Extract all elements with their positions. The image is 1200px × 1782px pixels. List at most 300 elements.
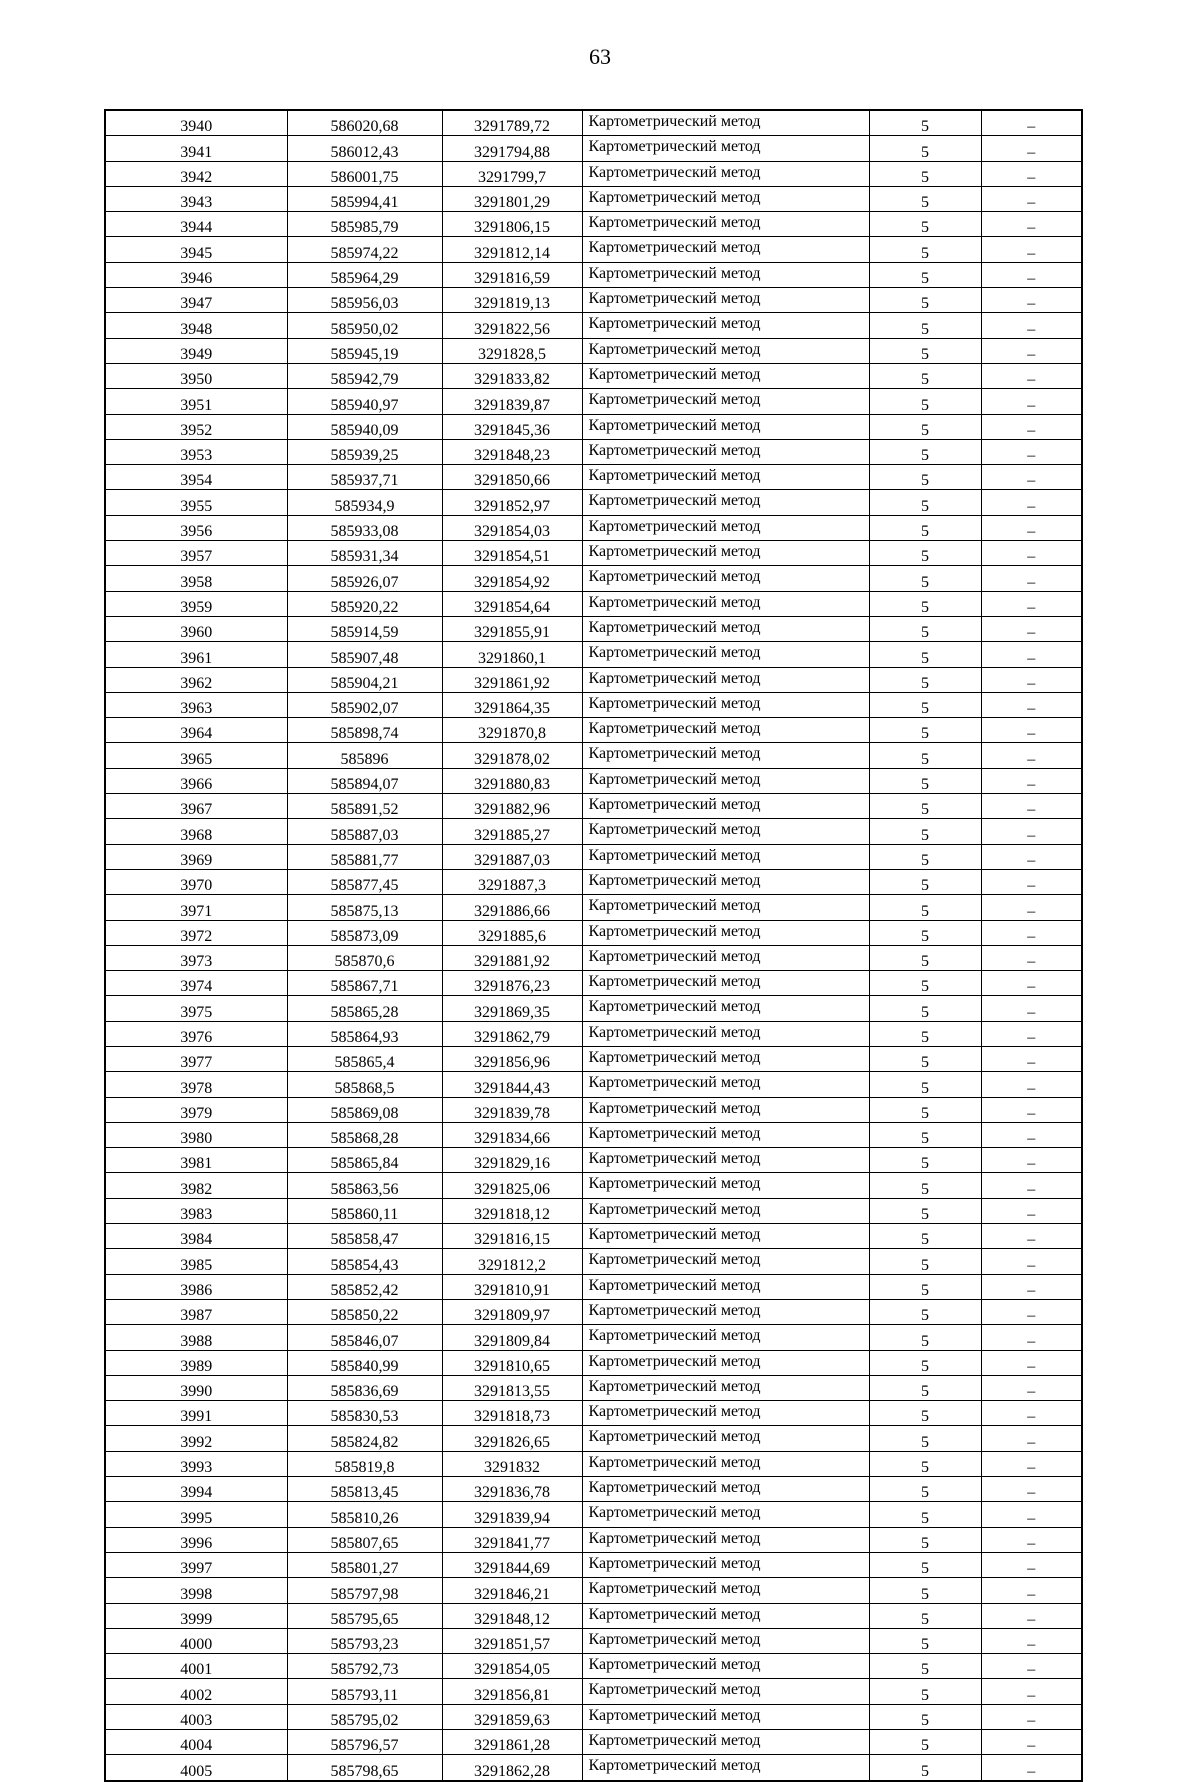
point-number-cell: 3941 [105, 136, 287, 161]
method-cell: Картометрический метод [582, 616, 869, 641]
y-coordinate-cell: 3291861,28 [442, 1730, 582, 1755]
point-number-cell: 3977 [105, 1046, 287, 1071]
table-row [105, 237, 1082, 262]
y-coordinate-cell: 3291860,1 [442, 642, 582, 667]
accuracy-cell: 5 [869, 1679, 981, 1704]
y-coordinate-cell: 3291852,97 [442, 490, 582, 515]
x-coordinate-cell: 585850,22 [287, 1299, 442, 1324]
accuracy-cell: 5 [869, 338, 981, 363]
y-coordinate-cell: 3291869,35 [442, 996, 582, 1021]
y-coordinate-cell: 3291834,66 [442, 1122, 582, 1147]
note-cell: – [981, 1552, 1082, 1577]
y-coordinate-cell: 3291862,79 [442, 1021, 582, 1046]
coordinates-table-body [105, 110, 1082, 1781]
note-cell: – [981, 1578, 1082, 1603]
point-number-cell: 3970 [105, 869, 287, 894]
method-cell: Картометрический метод [582, 363, 869, 388]
y-coordinate-cell: 3291844,43 [442, 1072, 582, 1097]
x-coordinate-cell: 585937,71 [287, 465, 442, 490]
note-cell: – [981, 920, 1082, 945]
x-coordinate-cell: 585926,07 [287, 566, 442, 591]
y-coordinate-cell: 3291845,36 [442, 414, 582, 439]
table-row [105, 718, 1082, 743]
table-row [105, 1603, 1082, 1628]
y-coordinate-cell: 3291806,15 [442, 212, 582, 237]
accuracy-cell: 5 [869, 161, 981, 186]
table-row [105, 515, 1082, 540]
point-number-cell: 3971 [105, 895, 287, 920]
x-coordinate-cell: 585869,08 [287, 1097, 442, 1122]
x-coordinate-cell: 585819,8 [287, 1451, 442, 1476]
accuracy-cell: 5 [869, 1122, 981, 1147]
y-coordinate-cell: 3291826,65 [442, 1426, 582, 1451]
accuracy-cell: 5 [869, 566, 981, 591]
x-coordinate-cell: 585891,52 [287, 794, 442, 819]
point-number-cell: 3973 [105, 945, 287, 970]
accuracy-cell: 5 [869, 971, 981, 996]
y-coordinate-cell: 3291789,72 [442, 110, 582, 136]
accuracy-cell: 5 [869, 642, 981, 667]
accuracy-cell: 5 [869, 1097, 981, 1122]
accuracy-cell: 5 [869, 515, 981, 540]
coordinates-table [104, 109, 1083, 1782]
accuracy-cell: 5 [869, 718, 981, 743]
table-row [105, 1224, 1082, 1249]
note-cell: – [981, 363, 1082, 388]
method-cell: Картометрический метод [582, 1249, 869, 1274]
point-number-cell: 3944 [105, 212, 287, 237]
point-number-cell: 3960 [105, 616, 287, 641]
table-row [105, 1274, 1082, 1299]
method-cell: Картометрический метод [582, 1350, 869, 1375]
accuracy-cell: 5 [869, 288, 981, 313]
note-cell: – [981, 869, 1082, 894]
table-row [105, 1097, 1082, 1122]
x-coordinate-cell: 585863,56 [287, 1173, 442, 1198]
y-coordinate-cell: 3291870,8 [442, 718, 582, 743]
table-row [105, 136, 1082, 161]
x-coordinate-cell: 585870,6 [287, 945, 442, 970]
x-coordinate-cell: 586012,43 [287, 136, 442, 161]
table-row [105, 1401, 1082, 1426]
method-cell: Картометрический метод [582, 1578, 869, 1603]
point-number-cell: 3946 [105, 262, 287, 287]
y-coordinate-cell: 3291801,29 [442, 186, 582, 211]
method-cell: Картометрический метод [582, 313, 869, 338]
x-coordinate-cell: 585867,71 [287, 971, 442, 996]
x-coordinate-cell: 585793,23 [287, 1628, 442, 1653]
point-number-cell: 3950 [105, 363, 287, 388]
x-coordinate-cell: 585904,21 [287, 667, 442, 692]
point-number-cell: 4002 [105, 1679, 287, 1704]
note-cell: – [981, 338, 1082, 363]
accuracy-cell: 5 [869, 1628, 981, 1653]
method-cell: Картометрический метод [582, 288, 869, 313]
method-cell: Картометрический метод [582, 996, 869, 1021]
method-cell: Картометрический метод [582, 642, 869, 667]
table-row [105, 895, 1082, 920]
y-coordinate-cell: 3291812,2 [442, 1249, 582, 1274]
accuracy-cell: 5 [869, 1299, 981, 1324]
method-cell: Картометрический метод [582, 541, 869, 566]
accuracy-cell: 5 [869, 1046, 981, 1071]
table-row [105, 996, 1082, 1021]
method-cell: Картометрический метод [582, 844, 869, 869]
point-number-cell: 4004 [105, 1730, 287, 1755]
note-cell: – [981, 110, 1082, 136]
note-cell: – [981, 541, 1082, 566]
accuracy-cell: 5 [869, 1704, 981, 1729]
y-coordinate-cell: 3291854,64 [442, 591, 582, 616]
y-coordinate-cell: 3291886,66 [442, 895, 582, 920]
accuracy-cell: 5 [869, 212, 981, 237]
y-coordinate-cell: 3291859,63 [442, 1704, 582, 1729]
y-coordinate-cell: 3291819,13 [442, 288, 582, 313]
method-cell: Картометрический метод [582, 136, 869, 161]
method-cell: Картометрический метод [582, 1046, 869, 1071]
y-coordinate-cell: 3291850,66 [442, 465, 582, 490]
note-cell: – [981, 1679, 1082, 1704]
note-cell: – [981, 1730, 1082, 1755]
y-coordinate-cell: 3291881,92 [442, 945, 582, 970]
note-cell: – [981, 718, 1082, 743]
table-row [105, 1654, 1082, 1679]
y-coordinate-cell: 3291794,88 [442, 136, 582, 161]
method-cell: Картометрический метод [582, 566, 869, 591]
accuracy-cell: 5 [869, 692, 981, 717]
point-number-cell: 4000 [105, 1628, 287, 1653]
method-cell: Картометрический метод [582, 1654, 869, 1679]
point-number-cell: 3998 [105, 1578, 287, 1603]
note-cell: – [981, 642, 1082, 667]
y-coordinate-cell: 3291854,05 [442, 1654, 582, 1679]
point-number-cell: 3951 [105, 389, 287, 414]
point-number-cell: 3981 [105, 1148, 287, 1173]
accuracy-cell: 5 [869, 1274, 981, 1299]
accuracy-cell: 5 [869, 1072, 981, 1097]
table-row [105, 1299, 1082, 1324]
table-row [105, 338, 1082, 363]
table-row [105, 389, 1082, 414]
x-coordinate-cell: 585974,22 [287, 237, 442, 262]
method-cell: Картометрический метод [582, 212, 869, 237]
x-coordinate-cell: 585914,59 [287, 616, 442, 641]
note-cell: – [981, 1477, 1082, 1502]
y-coordinate-cell: 3291839,94 [442, 1502, 582, 1527]
x-coordinate-cell: 585824,82 [287, 1426, 442, 1451]
point-number-cell: 3999 [105, 1603, 287, 1628]
y-coordinate-cell: 3291833,82 [442, 363, 582, 388]
y-coordinate-cell: 3291882,96 [442, 794, 582, 819]
table-row [105, 1072, 1082, 1097]
x-coordinate-cell: 585956,03 [287, 288, 442, 313]
note-cell: – [981, 996, 1082, 1021]
table-row [105, 262, 1082, 287]
x-coordinate-cell: 585907,48 [287, 642, 442, 667]
note-cell: – [981, 971, 1082, 996]
accuracy-cell: 5 [869, 541, 981, 566]
accuracy-cell: 5 [869, 920, 981, 945]
point-number-cell: 3996 [105, 1527, 287, 1552]
table-row [105, 642, 1082, 667]
table-row [105, 692, 1082, 717]
point-number-cell: 3942 [105, 161, 287, 186]
table-row [105, 591, 1082, 616]
x-coordinate-cell: 585846,07 [287, 1325, 442, 1350]
point-number-cell: 3984 [105, 1224, 287, 1249]
x-coordinate-cell: 585942,79 [287, 363, 442, 388]
accuracy-cell: 5 [869, 1350, 981, 1375]
x-coordinate-cell: 585865,28 [287, 996, 442, 1021]
point-number-cell: 3962 [105, 667, 287, 692]
x-coordinate-cell: 585902,07 [287, 692, 442, 717]
accuracy-cell: 5 [869, 186, 981, 211]
note-cell: – [981, 1122, 1082, 1147]
x-coordinate-cell: 585810,26 [287, 1502, 442, 1527]
table-row [105, 945, 1082, 970]
method-cell: Картометрический метод [582, 920, 869, 945]
method-cell: Картометрический метод [582, 338, 869, 363]
accuracy-cell: 5 [869, 439, 981, 464]
accuracy-cell: 5 [869, 1401, 981, 1426]
table-row [105, 667, 1082, 692]
note-cell: – [981, 1603, 1082, 1628]
x-coordinate-cell: 585852,42 [287, 1274, 442, 1299]
method-cell: Картометрический метод [582, 161, 869, 186]
note-cell: – [981, 794, 1082, 819]
point-number-cell: 3954 [105, 465, 287, 490]
x-coordinate-cell: 585807,65 [287, 1527, 442, 1552]
x-coordinate-cell: 585873,09 [287, 920, 442, 945]
note-cell: – [981, 212, 1082, 237]
table-row [105, 743, 1082, 768]
method-cell: Картометрический метод [582, 1173, 869, 1198]
accuracy-cell: 5 [869, 743, 981, 768]
y-coordinate-cell: 3291810,65 [442, 1350, 582, 1375]
point-number-cell: 4001 [105, 1654, 287, 1679]
method-cell: Картометрический метод [582, 1502, 869, 1527]
method-cell: Картометрический метод [582, 819, 869, 844]
accuracy-cell: 5 [869, 490, 981, 515]
note-cell: – [981, 262, 1082, 287]
accuracy-cell: 5 [869, 844, 981, 869]
table-row [105, 819, 1082, 844]
note-cell: – [981, 237, 1082, 262]
table-row [105, 566, 1082, 591]
point-number-cell: 3949 [105, 338, 287, 363]
table-row [105, 1198, 1082, 1223]
point-number-cell: 3945 [105, 237, 287, 262]
note-cell: – [981, 1375, 1082, 1400]
x-coordinate-cell: 585793,11 [287, 1679, 442, 1704]
point-number-cell: 3968 [105, 819, 287, 844]
point-number-cell: 3947 [105, 288, 287, 313]
method-cell: Картометрический метод [582, 1375, 869, 1400]
accuracy-cell: 5 [869, 768, 981, 793]
point-number-cell: 4003 [105, 1704, 287, 1729]
x-coordinate-cell: 585964,29 [287, 262, 442, 287]
method-cell: Картометрический метод [582, 1224, 869, 1249]
x-coordinate-cell: 585985,79 [287, 212, 442, 237]
table-row [105, 1122, 1082, 1147]
accuracy-cell: 5 [869, 1502, 981, 1527]
x-coordinate-cell: 585813,45 [287, 1477, 442, 1502]
point-number-cell: 3952 [105, 414, 287, 439]
point-number-cell: 3956 [105, 515, 287, 540]
note-cell: – [981, 743, 1082, 768]
y-coordinate-cell: 3291813,55 [442, 1375, 582, 1400]
method-cell: Картометрический метод [582, 262, 869, 287]
table-row [105, 1375, 1082, 1400]
method-cell: Картометрический метод [582, 186, 869, 211]
note-cell: – [981, 1274, 1082, 1299]
y-coordinate-cell: 3291887,03 [442, 844, 582, 869]
accuracy-cell: 5 [869, 363, 981, 388]
accuracy-cell: 5 [869, 1224, 981, 1249]
accuracy-cell: 5 [869, 1451, 981, 1476]
y-coordinate-cell: 3291854,51 [442, 541, 582, 566]
x-coordinate-cell: 585840,99 [287, 1350, 442, 1375]
note-cell: – [981, 414, 1082, 439]
y-coordinate-cell: 3291851,57 [442, 1628, 582, 1653]
method-cell: Картометрический метод [582, 591, 869, 616]
point-number-cell: 3976 [105, 1021, 287, 1046]
method-cell: Картометрический метод [582, 1401, 869, 1426]
y-coordinate-cell: 3291856,96 [442, 1046, 582, 1071]
method-cell: Картометрический метод [582, 895, 869, 920]
table-row [105, 1426, 1082, 1451]
note-cell: – [981, 1198, 1082, 1223]
accuracy-cell: 5 [869, 616, 981, 641]
accuracy-cell: 5 [869, 1426, 981, 1451]
method-cell: Картометрический метод [582, 667, 869, 692]
note-cell: – [981, 186, 1082, 211]
x-coordinate-cell: 585931,34 [287, 541, 442, 566]
method-cell: Картометрический метод [582, 1072, 869, 1097]
table-row [105, 1628, 1082, 1653]
method-cell: Картометрический метод [582, 945, 869, 970]
x-coordinate-cell: 585875,13 [287, 895, 442, 920]
accuracy-cell: 5 [869, 1755, 981, 1781]
note-cell: – [981, 692, 1082, 717]
x-coordinate-cell: 585940,09 [287, 414, 442, 439]
x-coordinate-cell: 585934,9 [287, 490, 442, 515]
table-row [105, 1552, 1082, 1577]
x-coordinate-cell: 585894,07 [287, 768, 442, 793]
point-number-cell: 3965 [105, 743, 287, 768]
y-coordinate-cell: 3291887,3 [442, 869, 582, 894]
method-cell: Картометрический метод [582, 869, 869, 894]
accuracy-cell: 5 [869, 237, 981, 262]
point-number-cell: 3955 [105, 490, 287, 515]
note-cell: – [981, 1021, 1082, 1046]
x-coordinate-cell: 585881,77 [287, 844, 442, 869]
point-number-cell: 3982 [105, 1173, 287, 1198]
table-row [105, 1451, 1082, 1476]
method-cell: Картометрический метод [582, 1704, 869, 1729]
x-coordinate-cell: 585868,5 [287, 1072, 442, 1097]
method-cell: Картометрический метод [582, 237, 869, 262]
table-row [105, 1325, 1082, 1350]
method-cell: Картометрический метод [582, 1603, 869, 1628]
method-cell: Картометрический метод [582, 389, 869, 414]
note-cell: – [981, 136, 1082, 161]
accuracy-cell: 5 [869, 1552, 981, 1577]
y-coordinate-cell: 3291812,14 [442, 237, 582, 262]
y-coordinate-cell: 3291822,56 [442, 313, 582, 338]
method-cell: Картометрический метод [582, 439, 869, 464]
table-row [105, 363, 1082, 388]
table-row [105, 1730, 1082, 1755]
method-cell: Картометрический метод [582, 1451, 869, 1476]
point-number-cell: 3961 [105, 642, 287, 667]
table-row [105, 1502, 1082, 1527]
point-number-cell: 3972 [105, 920, 287, 945]
y-coordinate-cell: 3291816,59 [442, 262, 582, 287]
point-number-cell: 3980 [105, 1122, 287, 1147]
x-coordinate-cell: 585795,02 [287, 1704, 442, 1729]
y-coordinate-cell: 3291836,78 [442, 1477, 582, 1502]
x-coordinate-cell: 585836,69 [287, 1375, 442, 1400]
note-cell: – [981, 1249, 1082, 1274]
x-coordinate-cell: 585939,25 [287, 439, 442, 464]
note-cell: – [981, 288, 1082, 313]
method-cell: Картометрический метод [582, 768, 869, 793]
method-cell: Картометрический метод [582, 1198, 869, 1223]
point-number-cell: 3964 [105, 718, 287, 743]
method-cell: Картометрический метод [582, 1628, 869, 1653]
y-coordinate-cell: 3291856,81 [442, 1679, 582, 1704]
note-cell: – [981, 591, 1082, 616]
y-coordinate-cell: 3291841,77 [442, 1527, 582, 1552]
note-cell: – [981, 1401, 1082, 1426]
table-row [105, 768, 1082, 793]
table-row [105, 541, 1082, 566]
x-coordinate-cell: 585830,53 [287, 1401, 442, 1426]
x-coordinate-cell: 585798,65 [287, 1755, 442, 1781]
y-coordinate-cell: 3291861,92 [442, 667, 582, 692]
accuracy-cell: 5 [869, 1021, 981, 1046]
note-cell: – [981, 490, 1082, 515]
point-number-cell: 3953 [105, 439, 287, 464]
y-coordinate-cell: 3291828,5 [442, 338, 582, 363]
method-cell: Картометрический метод [582, 110, 869, 136]
accuracy-cell: 5 [869, 465, 981, 490]
accuracy-cell: 5 [869, 794, 981, 819]
note-cell: – [981, 1704, 1082, 1729]
method-cell: Картометрический метод [582, 1426, 869, 1451]
note-cell: – [981, 1426, 1082, 1451]
method-cell: Картометрический метод [582, 1274, 869, 1299]
y-coordinate-cell: 3291846,21 [442, 1578, 582, 1603]
x-coordinate-cell: 586020,68 [287, 110, 442, 136]
method-cell: Картометрический метод [582, 1325, 869, 1350]
x-coordinate-cell: 585898,74 [287, 718, 442, 743]
table-row [105, 313, 1082, 338]
method-cell: Картометрический метод [582, 1097, 869, 1122]
y-coordinate-cell: 3291862,28 [442, 1755, 582, 1781]
x-coordinate-cell: 585864,93 [287, 1021, 442, 1046]
note-cell: – [981, 667, 1082, 692]
accuracy-cell: 5 [869, 1173, 981, 1198]
accuracy-cell: 5 [869, 591, 981, 616]
point-number-cell: 3988 [105, 1325, 287, 1350]
y-coordinate-cell: 3291839,78 [442, 1097, 582, 1122]
y-coordinate-cell: 3291839,87 [442, 389, 582, 414]
x-coordinate-cell: 585795,65 [287, 1603, 442, 1628]
table-row [105, 1021, 1082, 1046]
note-cell: – [981, 1046, 1082, 1071]
